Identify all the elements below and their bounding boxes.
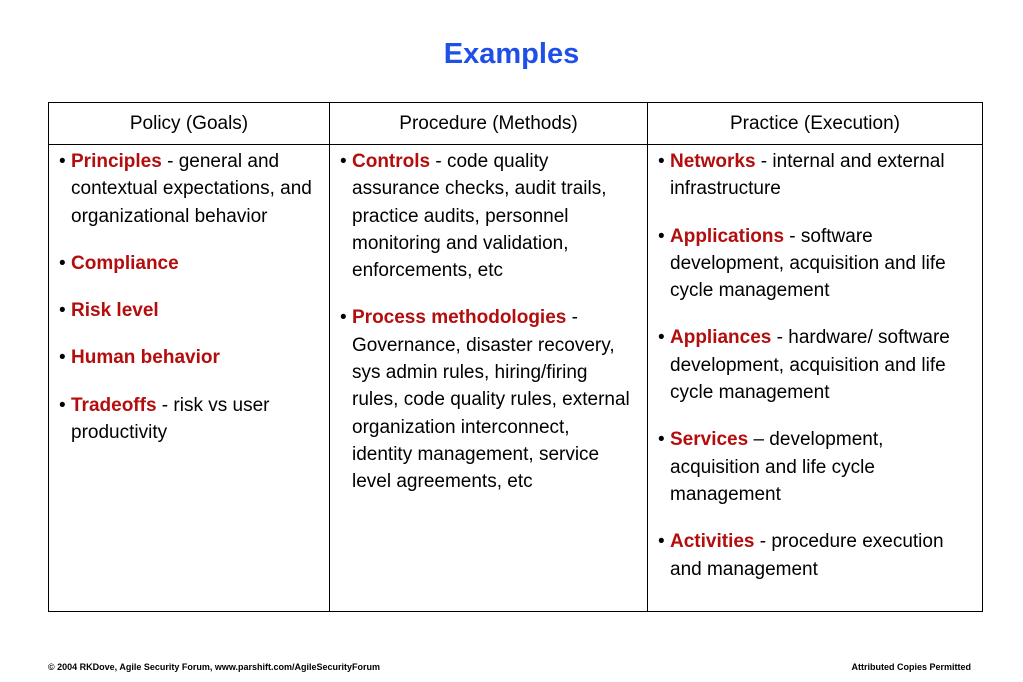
attribution-footer: Attributed Copies Permitted [851,662,971,672]
practice-cell [648,145,983,612]
item-term: Appliances [670,327,772,349]
list-item [59,344,313,371]
item-term: Process methodologies [352,307,567,329]
bullet-icon: • [59,300,66,322]
item-description: - code quality assurance checks, audit trails, practice audits, personnel monitoring and validation, enforcements, etc [352,151,607,282]
examples-table [48,102,983,612]
item-description: – development, acquisition and life cycle management [670,429,884,505]
list-item [59,250,313,277]
list-item [340,148,631,284]
bullet-icon: • [59,347,66,369]
procedure-cell [330,145,648,612]
item-description: - hardware/ software development, acquisition and life cycle management [670,327,950,404]
item-description: - software development, acquisition and life cycle management [670,225,946,302]
header-policy: Policy (Goals) [49,103,330,145]
page-title: Examples [443,38,580,70]
list-item [658,324,966,406]
item-term: Networks [670,151,756,172]
item-term: Services [670,429,749,451]
header-practice: Practice (Execution) [648,103,983,145]
bullet-icon: • [59,151,66,172]
item-term: Human behavior [71,347,220,369]
bullet-icon: • [658,531,665,553]
item-description: - procedure execution and management [670,531,944,580]
item-term: Controls [352,151,431,172]
bullet-icon: • [340,307,347,329]
item-term: Applications [670,225,785,247]
bullet-icon: • [658,429,665,451]
bullet-icon: • [340,151,347,172]
list-item [658,148,966,203]
header-procedure: Procedure (Methods) [330,103,648,145]
item-term: Risk level [71,300,159,322]
bullet-icon: • [59,252,66,274]
list-item [658,528,966,583]
list-item [340,304,631,495]
table-header-row [49,103,983,145]
item-term: Activities [670,531,755,553]
list-item [59,392,313,447]
bullet-icon: • [658,151,665,172]
bullet-icon: • [59,394,66,416]
list-item [59,297,313,324]
list-item [59,148,313,230]
copyright-footer: © 2004 RKDove, Agile Security Forum, www.parshift.com/AgileSecurityForum [48,662,381,672]
item-description: - general and contextual expectations, and organizational behavior [71,151,312,227]
item-term: Principles [71,151,162,172]
bullet-icon: • [658,327,665,349]
item-term: Compliance [71,252,179,274]
item-description: - risk vs user productivity [71,394,270,444]
policy-cell [49,145,330,612]
item-term: Tradeoffs [71,394,157,416]
table-row [49,145,983,612]
list-item [658,223,966,305]
bullet-icon: • [658,225,665,247]
item-description: - Governance, disaster recovery, sys admin rules, hiring/firing rules, code quality rules, external organization interconnect, identity management, service level agreements, etc [352,307,630,493]
list-item [658,426,966,508]
item-description: - internal and external infrastructure [670,151,945,200]
